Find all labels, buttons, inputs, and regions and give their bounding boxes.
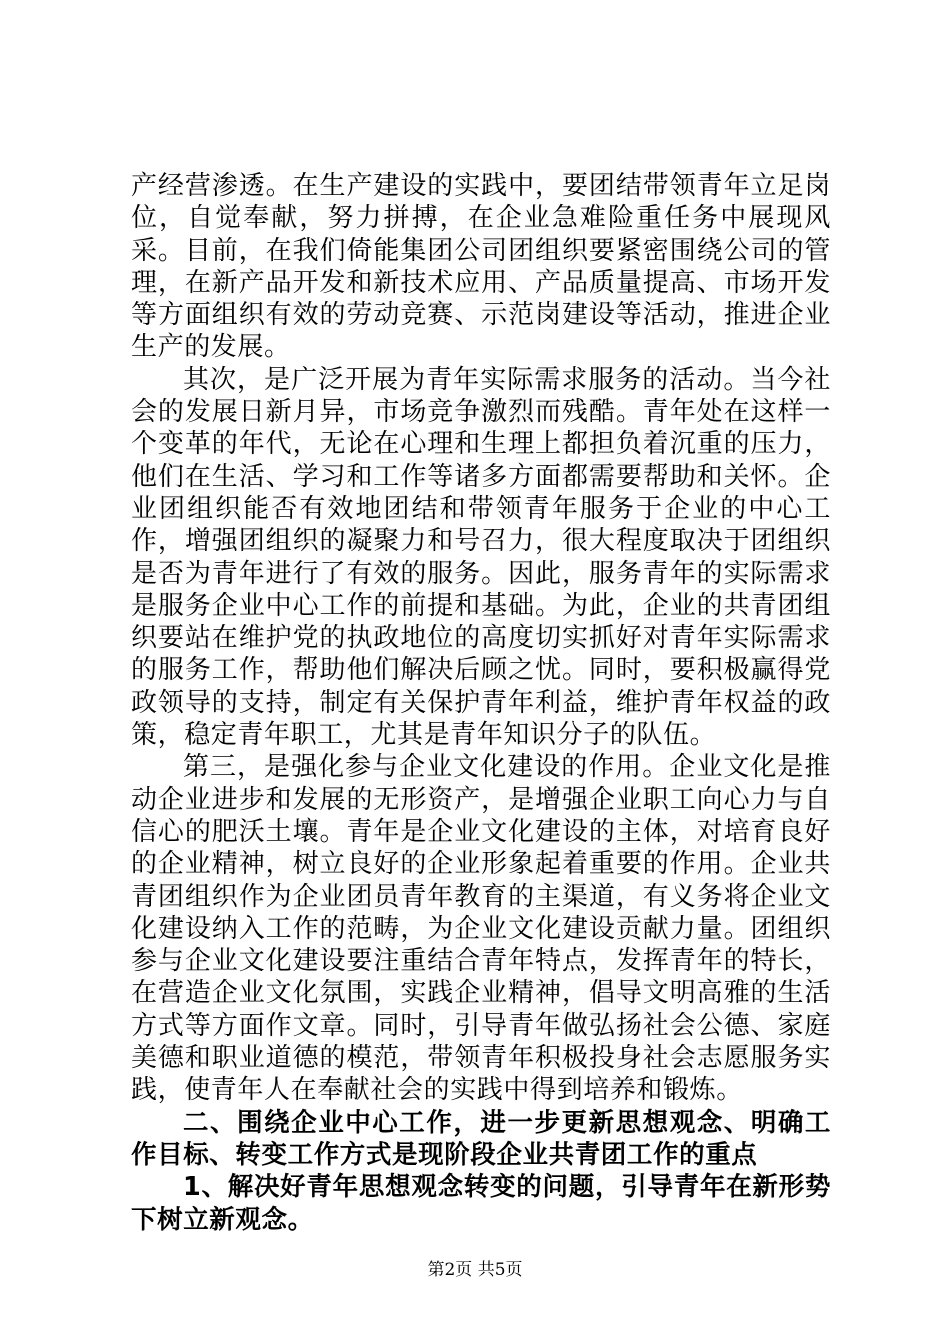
paragraph-third: 第三，是强化参与企业文化建设的作用。企业文化是推动企业进步和发展的无形资产，是增强企业职工向心力与自信心的肥沃土壤。青年是企业文化建设的主体，对培育良好的企业精神，树立良好的企业形象起着重要的作用。企业共青团组织作为企业团员青年教育的主渠道，有义务将企业文化建设纳入工作的范畴，为企业文化建设贡献力量。团组织参与企业文化建设要注重结合青年特点，发挥青年的特长，在营造企业文化氛围，实践企业精神，倡导文明高雅的生活方式等方面作文章。同时，引导青年做弘扬社会公德、家庭美德和职业道德的模范，带领青年积极投身社会志愿服务实践，使青年人在奉献社会的实践中得到培养和锻炼。 bbox=[131, 752, 831, 1106]
paragraph-second: 其次，是广泛开展为青年实际需求服务的活动。当今社会的发展日新月异，市场竞争激烈而残酷。青年处在这样一个变革的年代，无论在心理和生理上都担负着沉重的压力，他们在生活、学习和工作等诸多方面都需要帮助和关怀。企业团组织能否有效地团结和带领青年服务于企业的中心工作，增强团组织的凝聚力和号召力，很大程度取决于团组织是否为青年进行了有效的服务。因此，服务青年的实际需求是服务企业中心工作的前提和基础。为此，企业的共青团组织要站在维护党的执政地位的高度切实抓好对青年实际需求的服务工作，帮助他们解决后顾之忧。同时，要积极赢得党政领导的支持，制定有关保护青年利益，维护青年权益的政策，稳定青年职工，尤其是青年知识分子的队伍。 bbox=[131, 364, 831, 751]
paragraph-continuation: 产经营渗透。在生产建设的实践中，要团结带领青年立足岗位，自觉奉献，努力拼搏，在企业急难险重任务中展现风采。目前，在我们倚能集团公司团组织要紧密围绕公司的管理，在新产品开发和新技术应用、产品质量提高、市场开发等方面组织有效的劳动竞赛、示范岗建设等活动，推进企业生产的发展。 bbox=[131, 171, 831, 363]
subsection-heading-one: 1、解决好青年思想观念转变的问题，引导青年在新形势下树立新观念。 bbox=[131, 1172, 831, 1235]
page-footer: 第2页 共5页 bbox=[427, 1260, 523, 1280]
document-body bbox=[131, 170, 831, 1236]
section-heading-two: 二、围绕企业中心工作，进一步更新思想观念、明确工作目标、转变工作方式是现阶段企业共青团工作的重点 bbox=[131, 1107, 831, 1170]
